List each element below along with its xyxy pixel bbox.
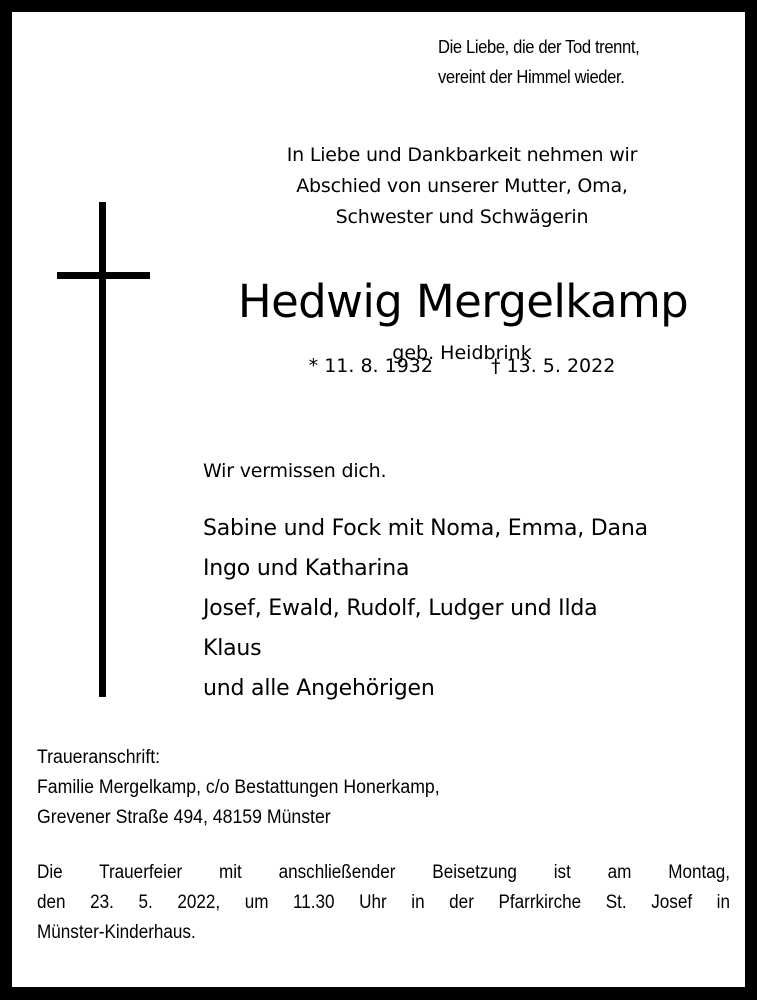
ceremony-line: Die Trauerfeier mit anschließender Beisetzung ist am Montag, xyxy=(37,862,730,883)
mourners-list xyxy=(203,509,648,709)
mourner-line: Josef, Ewald, Rudolf, Ludger und Ilda xyxy=(203,596,598,621)
mourner-line: und alle Angehörigen xyxy=(203,676,435,701)
death-date: † 13. 5. 2022 xyxy=(491,355,616,377)
motto-line: Die Liebe, die der Tod trennt, xyxy=(438,37,640,57)
mourner-line: Klaus xyxy=(203,636,262,661)
mourner-line: Ingo und Katharina xyxy=(203,556,410,581)
address-label: Traueranschrift: xyxy=(37,747,161,768)
address-line: Familie Mergelkamp, c/o Bestattungen Honerkamp, xyxy=(37,777,440,798)
life-dates xyxy=(202,353,722,379)
ceremony-line: Münster-Kinderhaus. xyxy=(37,922,196,943)
cross-horizontal-bar xyxy=(57,272,150,279)
mourner-line: Sabine und Fock mit Noma, Emma, Dana xyxy=(203,516,648,541)
motto-line: vereint der Himmel wieder. xyxy=(438,67,625,87)
intro-text xyxy=(202,140,722,233)
obituary-notice xyxy=(12,12,745,987)
maiden-name: geb. Heidbrink xyxy=(392,342,532,364)
ceremony-line: den 23. 5. 2022, um 11.30 Uhr in der Pfarrkirche St. Josef in xyxy=(37,892,730,913)
ceremony-info xyxy=(37,858,730,948)
intro-line: Schwester und Schwägerin xyxy=(335,206,589,228)
address-line: Grevener Straße 494, 48159 Münster xyxy=(37,807,331,828)
miss-you-text: Wir vermissen dich. xyxy=(203,460,387,482)
birth-date: * 11. 8. 1932 xyxy=(308,355,433,377)
intro-line: In Liebe und Dankbarkeit nehmen wir xyxy=(286,144,638,166)
intro-line: Abschied von unserer Mutter, Oma, xyxy=(296,175,628,197)
mourning-address xyxy=(37,743,440,833)
deceased-name: Hedwig Mergelkamp xyxy=(237,275,689,328)
motto-quote xyxy=(438,32,639,92)
